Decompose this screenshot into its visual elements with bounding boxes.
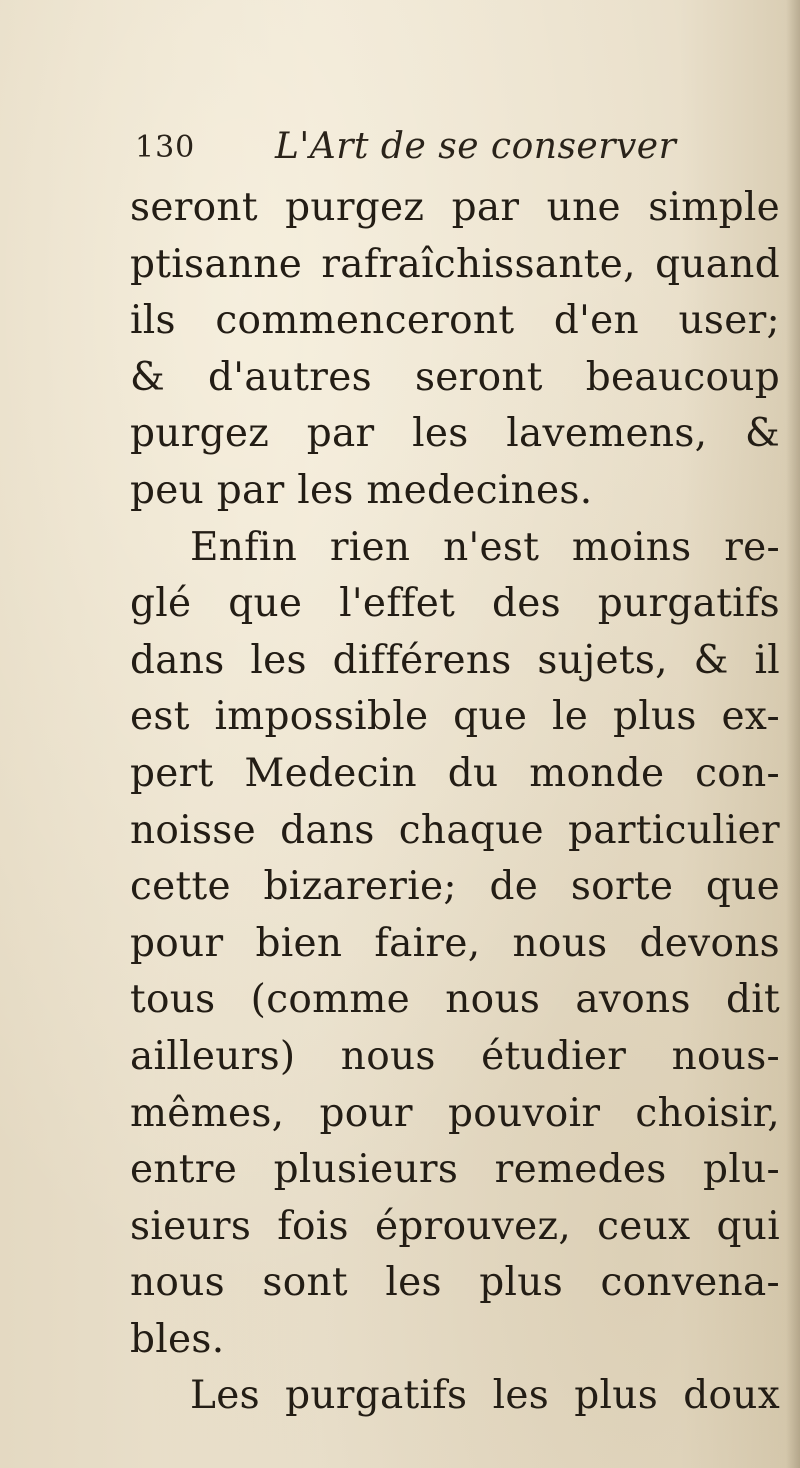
text-line: sieurs fois éprouvez, ceux qui — [130, 1203, 780, 1249]
text-line: ptisanne rafraîchissante, quand — [130, 241, 780, 287]
text-line: pert Medecin du monde con- — [130, 750, 780, 796]
text-line: seront purgez par une simple — [130, 185, 780, 230]
text-line: dans les différens sujets, & il — [130, 637, 780, 683]
text-line: purgez par les lavemens, & — [130, 411, 780, 457]
text-line: mêmes, pour pouvoir choisir, — [130, 1090, 780, 1136]
text-line: & d'autres seront beaucoup — [130, 354, 780, 400]
text-line: ils commenceront d'en user; — [130, 298, 780, 344]
text-line: ailleurs) nous étudier nous- — [130, 1033, 780, 1079]
text-line: Les purgatifs les plus doux — [190, 1373, 780, 1419]
text-line: peu par les medecines. — [130, 467, 593, 513]
text-line: est impossible que le plus ex- — [130, 694, 780, 740]
page-header — [135, 118, 775, 174]
text-line: noisse dans chaque particulier — [130, 807, 780, 853]
text-line: glé que l'effet des purgatifs — [130, 581, 780, 627]
text-line: nous sont les plus convena- — [130, 1260, 780, 1306]
body-text — [130, 180, 780, 1425]
text-line: entre plusieurs remedes plu- — [130, 1147, 780, 1193]
text-line: tous (comme nous avons dit — [130, 977, 780, 1023]
page-edge-shadow — [786, 0, 800, 1468]
running-title: L'Art de se conserver — [275, 126, 677, 167]
text-line: pour bien faire, nous devons — [130, 920, 780, 966]
text-line: bles. — [130, 1316, 225, 1362]
page-number: 130 — [135, 130, 196, 165]
text-line: Enfin rien n'est moins re- — [190, 524, 780, 570]
text-line: cette bizarerie; de sorte que — [130, 864, 780, 910]
